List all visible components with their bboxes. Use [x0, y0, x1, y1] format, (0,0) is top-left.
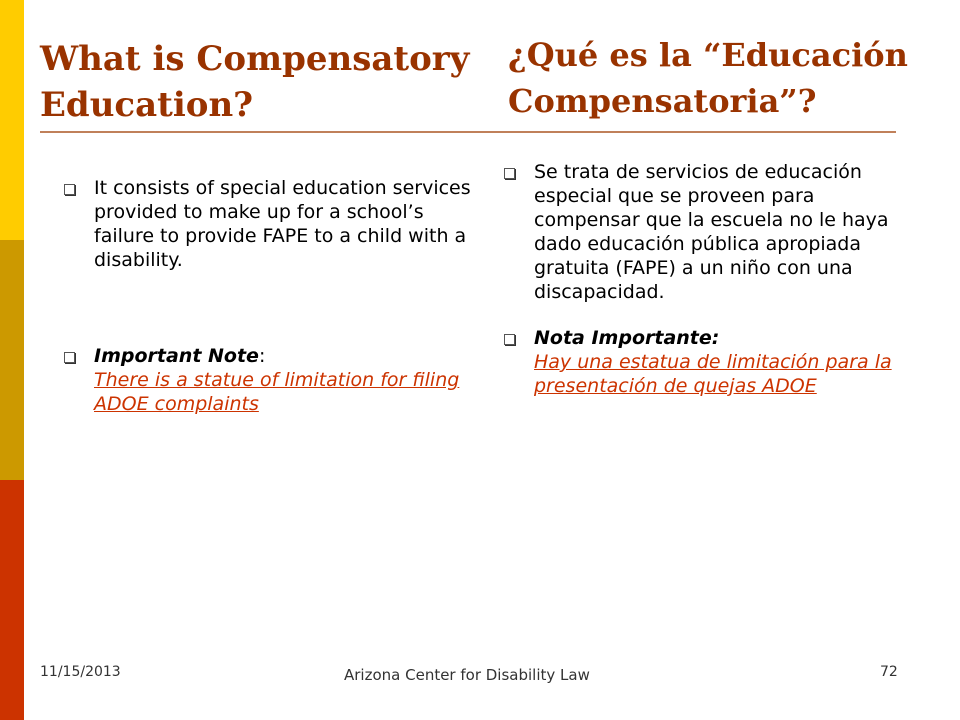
bullet-note-en	[64, 344, 474, 416]
note-label-es: Nota Importante:	[534, 327, 720, 349]
bullet-note-es	[504, 326, 904, 398]
accent-bar-yellow	[0, 0, 24, 240]
slide-title-spanish: ¿Qué es la “Educación Compensatoria”?	[508, 36, 908, 120]
definition-text-en: It consists of special education services provided to make up for a school’s failure to provide FAPE to a child with a disability.	[94, 177, 471, 271]
footer-date: 11/15/2013	[40, 664, 121, 680]
spanish-bullet-list	[504, 160, 904, 398]
note-label-en: Important Note	[94, 345, 259, 367]
square-bullet-icon	[504, 334, 515, 345]
footer-page-number: 72	[880, 664, 898, 680]
accent-bar-red	[0, 480, 24, 720]
square-bullet-icon	[504, 168, 515, 179]
slide-title-english: What is Compensatory Education?	[40, 39, 470, 125]
english-bullet-list	[64, 176, 474, 416]
statute-of-limitation-link-en[interactable]: There is a statue of limitation for filing ADOE complaints	[94, 369, 460, 415]
bullet-definition-en	[64, 176, 474, 272]
note-colon-en: :	[258, 345, 266, 367]
footer-organization: Arizona Center for Disability Law	[344, 666, 590, 684]
definition-text-es: Se trata de servicios de educación especial que se proveen para compensar que la escuela no le haya dado educación pública apropiada gratuita (FAPE) a un niño con una discapacidad.	[534, 161, 889, 303]
accent-bar-gold	[0, 240, 24, 480]
title-divider	[40, 131, 896, 133]
square-bullet-icon	[64, 352, 75, 363]
statute-of-limitation-link-es[interactable]: Hay una estatua de limitación para la presentación de quejas ADOE	[534, 351, 892, 397]
square-bullet-icon	[64, 184, 75, 195]
bullet-definition-es	[504, 160, 904, 304]
